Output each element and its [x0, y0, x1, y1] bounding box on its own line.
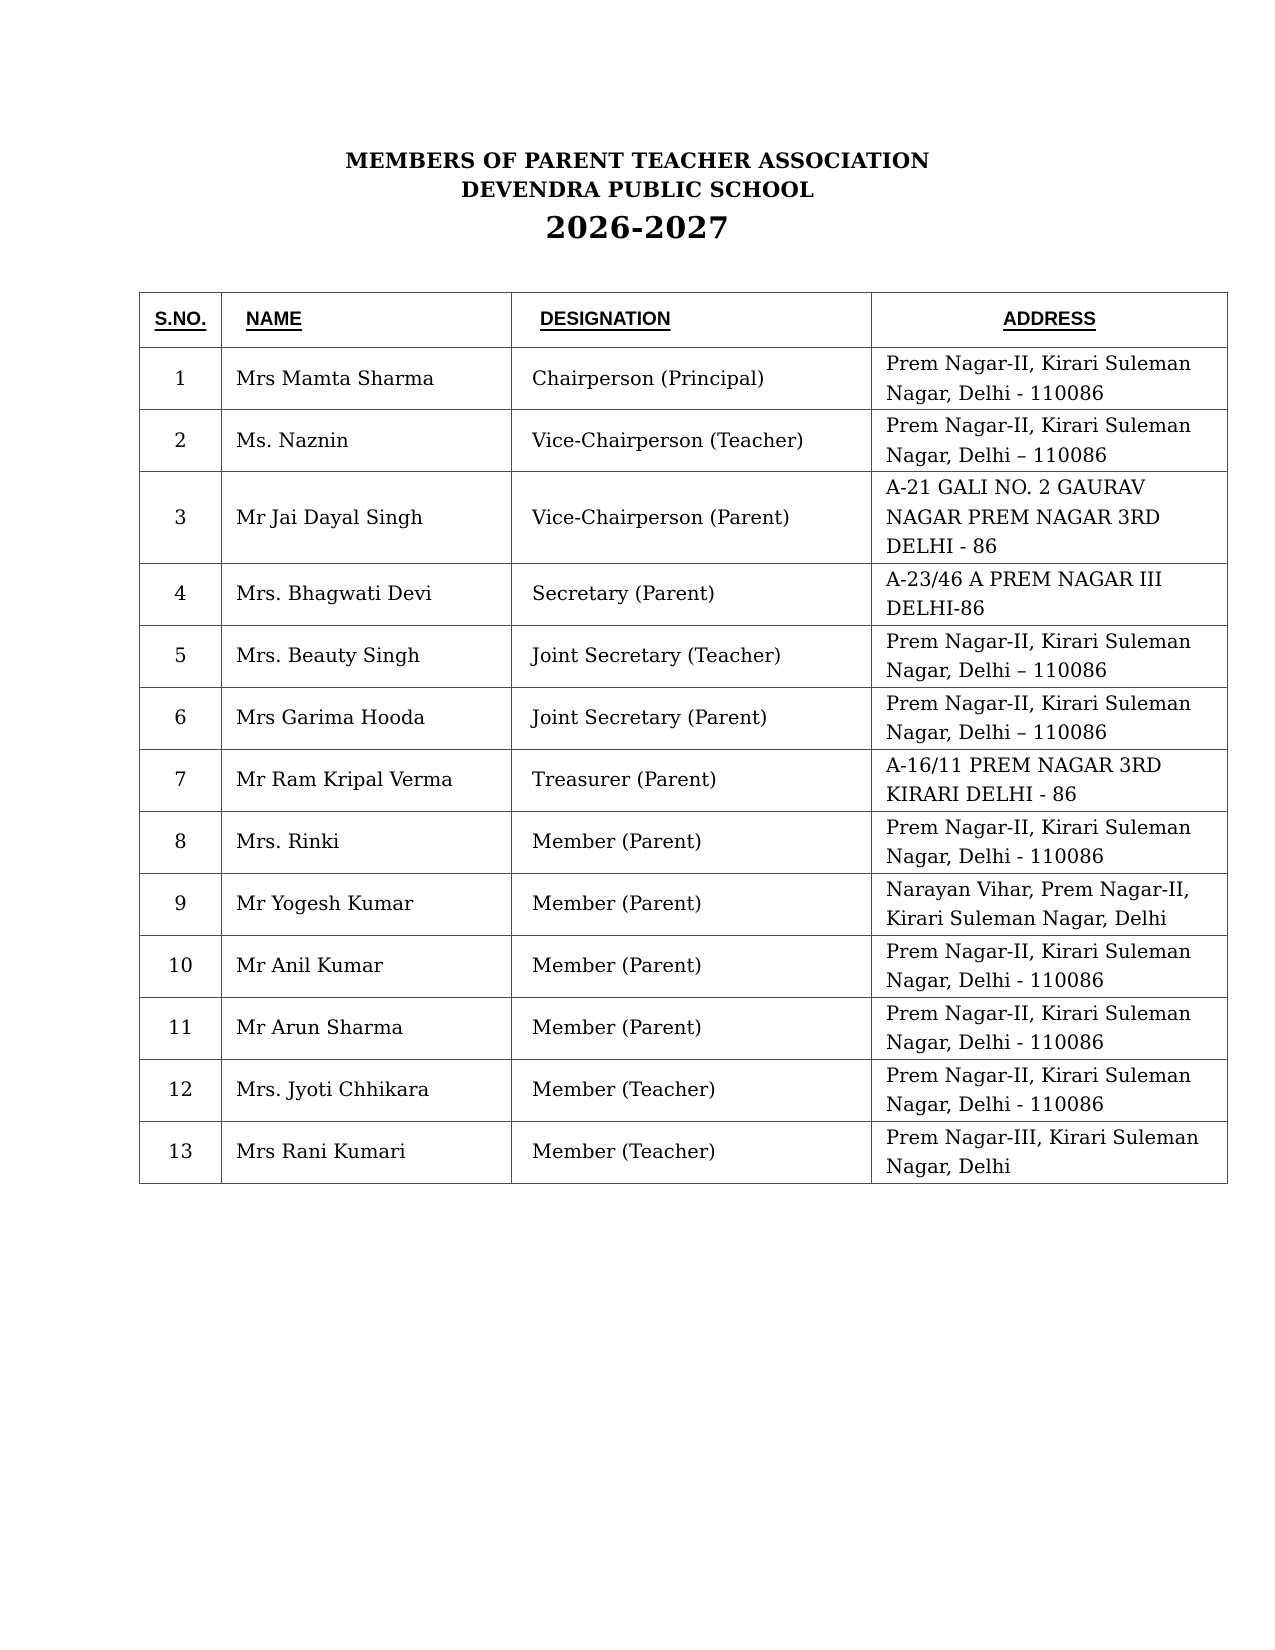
document-title: MEMBERS OF PARENT TEACHER ASSOCIATION: [345, 148, 930, 173]
cell-designation: Chairperson (Principal): [512, 348, 872, 410]
cell-member-name: Mrs Rani Kumari: [222, 1121, 512, 1183]
cell-address: Prem Nagar-II, Kirari Suleman Nagar, Delhi - 110086: [872, 997, 1228, 1059]
table-row: [140, 625, 1228, 687]
cell-designation: Member (Teacher): [512, 1121, 872, 1183]
table-row: [140, 997, 1228, 1059]
cell-address: Narayan Vihar, Prem Nagar-II, Kirari Suleman Nagar, Delhi: [872, 873, 1228, 935]
table-body: [140, 348, 1228, 1184]
cell-member-name: Mrs. Rinki: [222, 811, 512, 873]
cell-designation: Vice-Chairperson (Parent): [512, 472, 872, 564]
cell-designation: Joint Secretary (Parent): [512, 687, 872, 749]
cell-address: Prem Nagar-II, Kirari Suleman Nagar, Delhi - 110086: [872, 1059, 1228, 1121]
table-row: [140, 472, 1228, 564]
cell-member-name: Mr Jai Dayal Singh: [222, 472, 512, 564]
cell-designation: Member (Parent): [512, 997, 872, 1059]
cell-designation: Member (Parent): [512, 935, 872, 997]
cell-serial-number: 13: [140, 1121, 222, 1183]
cell-designation: Member (Teacher): [512, 1059, 872, 1121]
table-row: [140, 1059, 1228, 1121]
cell-member-name: Mrs Mamta Sharma: [222, 348, 512, 410]
pta-members-table: [139, 292, 1228, 1184]
cell-serial-number: 10: [140, 935, 222, 997]
cell-member-name: Mrs Garima Hooda: [222, 687, 512, 749]
table-row: [140, 935, 1228, 997]
cell-designation: Secretary (Parent): [512, 563, 872, 625]
cell-address: Prem Nagar-II, Kirari Suleman Nagar, Delhi – 110086: [872, 410, 1228, 472]
column-header-address: ADDRESS: [872, 293, 1228, 348]
cell-address: Prem Nagar-II, Kirari Suleman Nagar, Delhi – 110086: [872, 625, 1228, 687]
cell-address: Prem Nagar-III, Kirari Suleman Nagar, Delhi: [872, 1121, 1228, 1183]
table-row: [140, 563, 1228, 625]
cell-serial-number: 7: [140, 749, 222, 811]
cell-designation: Member (Parent): [512, 873, 872, 935]
cell-member-name: Mrs. Jyoti Chhikara: [222, 1059, 512, 1121]
cell-address: Prem Nagar-II, Kirari Suleman Nagar, Delhi - 110086: [872, 348, 1228, 410]
table-row: [140, 410, 1228, 472]
cell-serial-number: 3: [140, 472, 222, 564]
cell-member-name: Ms. Naznin: [222, 410, 512, 472]
cell-designation: Joint Secretary (Teacher): [512, 625, 872, 687]
table-header-row: [140, 293, 1228, 348]
cell-serial-number: 4: [140, 563, 222, 625]
table-row: [140, 811, 1228, 873]
table-row: [140, 687, 1228, 749]
cell-designation: Member (Parent): [512, 811, 872, 873]
session-year: 2026-2027: [545, 211, 730, 246]
table-row: [140, 749, 1228, 811]
cell-address: A-21 GALI NO. 2 GAURAV NAGAR PREM NAGAR 3RD DELHI - 86: [872, 472, 1228, 564]
cell-serial-number: 12: [140, 1059, 222, 1121]
cell-serial-number: 9: [140, 873, 222, 935]
cell-address: Prem Nagar-II, Kirari Suleman Nagar, Delhi - 110086: [872, 811, 1228, 873]
table-row: [140, 873, 1228, 935]
cell-serial-number: 6: [140, 687, 222, 749]
cell-member-name: Mr Ram Kripal Verma: [222, 749, 512, 811]
cell-serial-number: 2: [140, 410, 222, 472]
cell-address: Prem Nagar-II, Kirari Suleman Nagar, Delhi – 110086: [872, 687, 1228, 749]
column-header-name: NAME: [222, 293, 512, 348]
cell-designation: Vice-Chairperson (Teacher): [512, 410, 872, 472]
cell-designation: Treasurer (Parent): [512, 749, 872, 811]
cell-address: A-23/46 A PREM NAGAR III DELHI-86: [872, 563, 1228, 625]
column-header-designation: DESIGNATION: [512, 293, 872, 348]
cell-member-name: Mr Anil Kumar: [222, 935, 512, 997]
cell-serial-number: 11: [140, 997, 222, 1059]
cell-member-name: Mr Yogesh Kumar: [222, 873, 512, 935]
cell-member-name: Mr Arun Sharma: [222, 997, 512, 1059]
table-row: [140, 1121, 1228, 1183]
cell-address: Prem Nagar-II, Kirari Suleman Nagar, Delhi - 110086: [872, 935, 1228, 997]
document-header: [0, 0, 1275, 247]
cell-member-name: Mrs. Bhagwati Devi: [222, 563, 512, 625]
column-header-sno: S.NO.: [140, 293, 222, 348]
cell-serial-number: 8: [140, 811, 222, 873]
cell-serial-number: 5: [140, 625, 222, 687]
cell-address: A-16/11 PREM NAGAR 3RD KIRARI DELHI - 86: [872, 749, 1228, 811]
table-row: [140, 348, 1228, 410]
school-name: DEVENDRA PUBLIC SCHOOL: [461, 177, 814, 202]
cell-member-name: Mrs. Beauty Singh: [222, 625, 512, 687]
cell-serial-number: 1: [140, 348, 222, 410]
